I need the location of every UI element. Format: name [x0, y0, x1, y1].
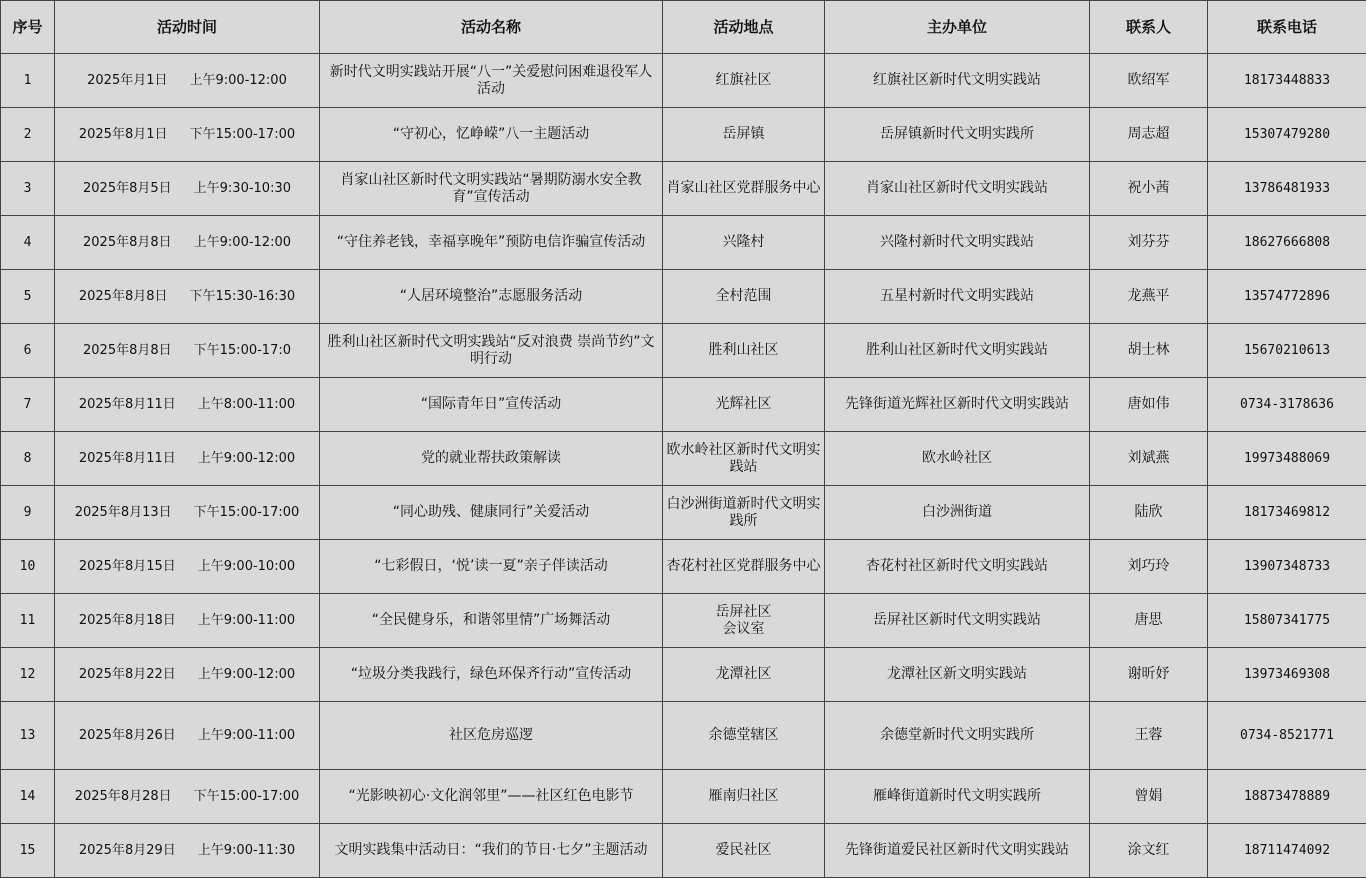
cell-phone: 18173448833: [1208, 54, 1366, 108]
cell-place: 红旗社区: [663, 54, 825, 108]
cell-time: [55, 432, 320, 486]
cell-contact: 欧绍军: [1090, 54, 1208, 108]
cell-hours: 上午8:00-11:00: [197, 397, 296, 412]
cell-date: 2025年8月8日: [83, 235, 172, 250]
header-org: 主办单位: [825, 1, 1090, 54]
cell-phone: 18873478889: [1208, 770, 1366, 824]
cell-activity-name: “光影映初心·文化润邻里”——社区红色电影节: [320, 770, 663, 824]
table-row: [1, 824, 1366, 878]
cell-contact: 陆欣: [1090, 486, 1208, 540]
cell-activity-name: 社区危房巡逻: [320, 702, 663, 770]
cell-time: [55, 108, 320, 162]
cell-place: 杏花村社区党群服务中心: [663, 540, 825, 594]
cell-seq: 1: [1, 54, 55, 108]
header-name: 活动名称: [320, 1, 663, 54]
cell-activity-name: 胜利山社区新时代文明实践站“反对浪费 崇尚节约”文明行动: [320, 324, 663, 378]
cell-seq: 6: [1, 324, 55, 378]
cell-phone: 0734-8521771: [1208, 702, 1366, 770]
cell-time: [55, 324, 320, 378]
cell-phone: 13907348733: [1208, 540, 1366, 594]
cell-time: [55, 540, 320, 594]
cell-time: [55, 770, 320, 824]
cell-activity-name: “国际青年日”宣传活动: [320, 378, 663, 432]
cell-organizer: 兴隆村新时代文明实践站: [825, 216, 1090, 270]
cell-phone: 19973488069: [1208, 432, 1366, 486]
cell-place: 岳屏镇: [663, 108, 825, 162]
cell-date: 2025年8月18日: [78, 613, 176, 628]
cell-phone: 18627666808: [1208, 216, 1366, 270]
cell-date: 2025年月1日: [87, 73, 168, 88]
cell-time: [55, 594, 320, 648]
cell-phone: 15307479280: [1208, 108, 1366, 162]
cell-activity-name: 文明实践集中活动日：“我们的节日·七夕”主题活动: [320, 824, 663, 878]
cell-phone: 0734-3178636: [1208, 378, 1366, 432]
cell-time: [55, 824, 320, 878]
cell-place: 龙潭社区: [663, 648, 825, 702]
cell-date: 2025年8月13日: [74, 505, 172, 520]
table-row: [1, 594, 1366, 648]
cell-seq: 2: [1, 108, 55, 162]
cell-hours: 上午9:00-11:00: [197, 613, 296, 628]
cell-place: 岳屏社区 会议室: [663, 594, 825, 648]
table-row: [1, 270, 1366, 324]
cell-organizer: 先锋街道爱民社区新时代文明实践站: [825, 824, 1090, 878]
cell-date: 2025年8月28日: [74, 789, 172, 804]
header-time: 活动时间: [55, 1, 320, 54]
cell-organizer: 龙潭社区新文明实践站: [825, 648, 1090, 702]
cell-time: [55, 216, 320, 270]
cell-hours: 上午9:00-12:00: [197, 667, 296, 682]
cell-place: 兴隆村: [663, 216, 825, 270]
table-row: [1, 648, 1366, 702]
header-phone: 联系电话: [1208, 1, 1366, 54]
table-row: [1, 216, 1366, 270]
cell-seq: 10: [1, 540, 55, 594]
cell-time: [55, 270, 320, 324]
cell-seq: 15: [1, 824, 55, 878]
cell-place: 光辉社区: [663, 378, 825, 432]
cell-place: 肖家山社区党群服务中心: [663, 162, 825, 216]
cell-activity-name: “同心助残、健康同行”关爱活动: [320, 486, 663, 540]
cell-organizer: 白沙洲街道: [825, 486, 1090, 540]
cell-organizer: 五星村新时代文明实践站: [825, 270, 1090, 324]
cell-seq: 3: [1, 162, 55, 216]
cell-activity-name: 党的就业帮扶政策解读: [320, 432, 663, 486]
cell-contact: 唐如伟: [1090, 378, 1208, 432]
cell-date: 2025年8月1日: [78, 127, 168, 142]
header-seq: 序号: [1, 1, 55, 54]
cell-seq: 5: [1, 270, 55, 324]
table-row: [1, 486, 1366, 540]
cell-hours: 下午15:00-17:00: [193, 505, 300, 520]
header-place: 活动地点: [663, 1, 825, 54]
cell-phone: 18711474092: [1208, 824, 1366, 878]
table-row: [1, 540, 1366, 594]
cell-activity-name: “垃圾分类我践行，绿色环保齐行动”宣传活动: [320, 648, 663, 702]
cell-phone: 15670210613: [1208, 324, 1366, 378]
cell-hours: 下午15:00-17:00: [189, 127, 296, 142]
cell-activity-name: 肖家山社区新时代文明实践站“暑期防溺水安全教育”宣传活动: [320, 162, 663, 216]
cell-date: 2025年8月5日: [83, 181, 172, 196]
cell-hours: 上午9:00-12:00: [197, 451, 296, 466]
cell-place: 白沙洲街道新时代文明实践所: [663, 486, 825, 540]
cell-organizer: 岳屏社区新时代文明实践站: [825, 594, 1090, 648]
cell-contact: 龙燕平: [1090, 270, 1208, 324]
cell-contact: 谢昕妤: [1090, 648, 1208, 702]
cell-seq: 8: [1, 432, 55, 486]
cell-organizer: 胜利山社区新时代文明实践站: [825, 324, 1090, 378]
cell-date: 2025年8月11日: [78, 451, 176, 466]
cell-seq: 9: [1, 486, 55, 540]
cell-hours: 上午9:00-12:00: [189, 73, 287, 88]
cell-hours: 下午15:30-16:30: [189, 289, 296, 304]
table-row: [1, 324, 1366, 378]
cell-contact: 刘斌燕: [1090, 432, 1208, 486]
cell-seq: 4: [1, 216, 55, 270]
cell-place: 胜利山社区: [663, 324, 825, 378]
cell-activity-name: “守初心，忆峥嵘”八一主题活动: [320, 108, 663, 162]
table-body: [1, 54, 1366, 878]
cell-place: 全村范围: [663, 270, 825, 324]
cell-time: [55, 54, 320, 108]
cell-hours: 上午9:00-10:00: [197, 559, 296, 574]
cell-contact: 刘芬芬: [1090, 216, 1208, 270]
cell-seq: 12: [1, 648, 55, 702]
cell-activity-name: “七彩假日，‘悦’读一夏”亲子伴读活动: [320, 540, 663, 594]
cell-organizer: 先锋街道光辉社区新时代文明实践站: [825, 378, 1090, 432]
cell-phone: 18173469812: [1208, 486, 1366, 540]
cell-place: 爱民社区: [663, 824, 825, 878]
cell-organizer: 肖家山社区新时代文明实践站: [825, 162, 1090, 216]
cell-date: 2025年8月8日: [83, 343, 172, 358]
cell-date: 2025年8月11日: [78, 397, 176, 412]
cell-organizer: 余德堂新时代文明实践所: [825, 702, 1090, 770]
cell-activity-name: 新时代文明实践站开展“八一”关爱慰问困难退役军人活动: [320, 54, 663, 108]
cell-activity-name: “全民健身乐，和谐邻里情”广场舞活动: [320, 594, 663, 648]
cell-seq: 14: [1, 770, 55, 824]
cell-time: [55, 378, 320, 432]
cell-phone: 15807341775: [1208, 594, 1366, 648]
table-row: [1, 162, 1366, 216]
cell-place: 欧水岭社区新时代文明实践站: [663, 432, 825, 486]
cell-contact: 王蓉: [1090, 702, 1208, 770]
cell-phone: 13574772896: [1208, 270, 1366, 324]
cell-activity-name: “守住养老钱，幸福享晚年”预防电信诈骗宣传活动: [320, 216, 663, 270]
cell-organizer: 岳屏镇新时代文明实践所: [825, 108, 1090, 162]
cell-place: 雁南归社区: [663, 770, 825, 824]
cell-place: 余德堂辖区: [663, 702, 825, 770]
header-contact: 联系人: [1090, 1, 1208, 54]
cell-time: [55, 486, 320, 540]
cell-organizer: 杏花村社区新时代文明实践站: [825, 540, 1090, 594]
cell-contact: 曾娟: [1090, 770, 1208, 824]
cell-date: 2025年8月15日: [78, 559, 176, 574]
cell-time: [55, 702, 320, 770]
cell-date: 2025年8月29日: [78, 843, 176, 858]
cell-hours: 上午9:00-11:30: [197, 843, 296, 858]
cell-hours: 下午15:00-17:00: [193, 789, 300, 804]
cell-hours: 上午9:30-10:30: [193, 181, 291, 196]
cell-hours: 下午15:00-17:0: [193, 343, 291, 358]
header-row: [1, 1, 1366, 54]
cell-contact: 唐思: [1090, 594, 1208, 648]
cell-date: 2025年8月8日: [78, 289, 168, 304]
cell-phone: 13786481933: [1208, 162, 1366, 216]
cell-seq: 13: [1, 702, 55, 770]
cell-phone: 13973469308: [1208, 648, 1366, 702]
table-row: [1, 770, 1366, 824]
table-row: [1, 432, 1366, 486]
cell-organizer: 雁峰街道新时代文明实践所: [825, 770, 1090, 824]
cell-contact: 胡士林: [1090, 324, 1208, 378]
cell-contact: 刘巧玲: [1090, 540, 1208, 594]
cell-contact: 周志超: [1090, 108, 1208, 162]
cell-date: 2025年8月26日: [78, 728, 176, 743]
cell-time: [55, 648, 320, 702]
cell-seq: 11: [1, 594, 55, 648]
cell-date: 2025年8月22日: [78, 667, 176, 682]
cell-hours: 上午9:00-12:00: [193, 235, 291, 250]
cell-contact: 涂文红: [1090, 824, 1208, 878]
table-row: [1, 378, 1366, 432]
cell-organizer: 欧水岭社区: [825, 432, 1090, 486]
table-row: [1, 54, 1366, 108]
cell-time: [55, 162, 320, 216]
cell-seq: 7: [1, 378, 55, 432]
table-row: [1, 702, 1366, 770]
cell-hours: 上午9:00-11:00: [197, 728, 296, 743]
cell-activity-name: “人居环境整治”志愿服务活动: [320, 270, 663, 324]
cell-organizer: 红旗社区新时代文明实践站: [825, 54, 1090, 108]
cell-contact: 祝小茜: [1090, 162, 1208, 216]
table-row: [1, 108, 1366, 162]
